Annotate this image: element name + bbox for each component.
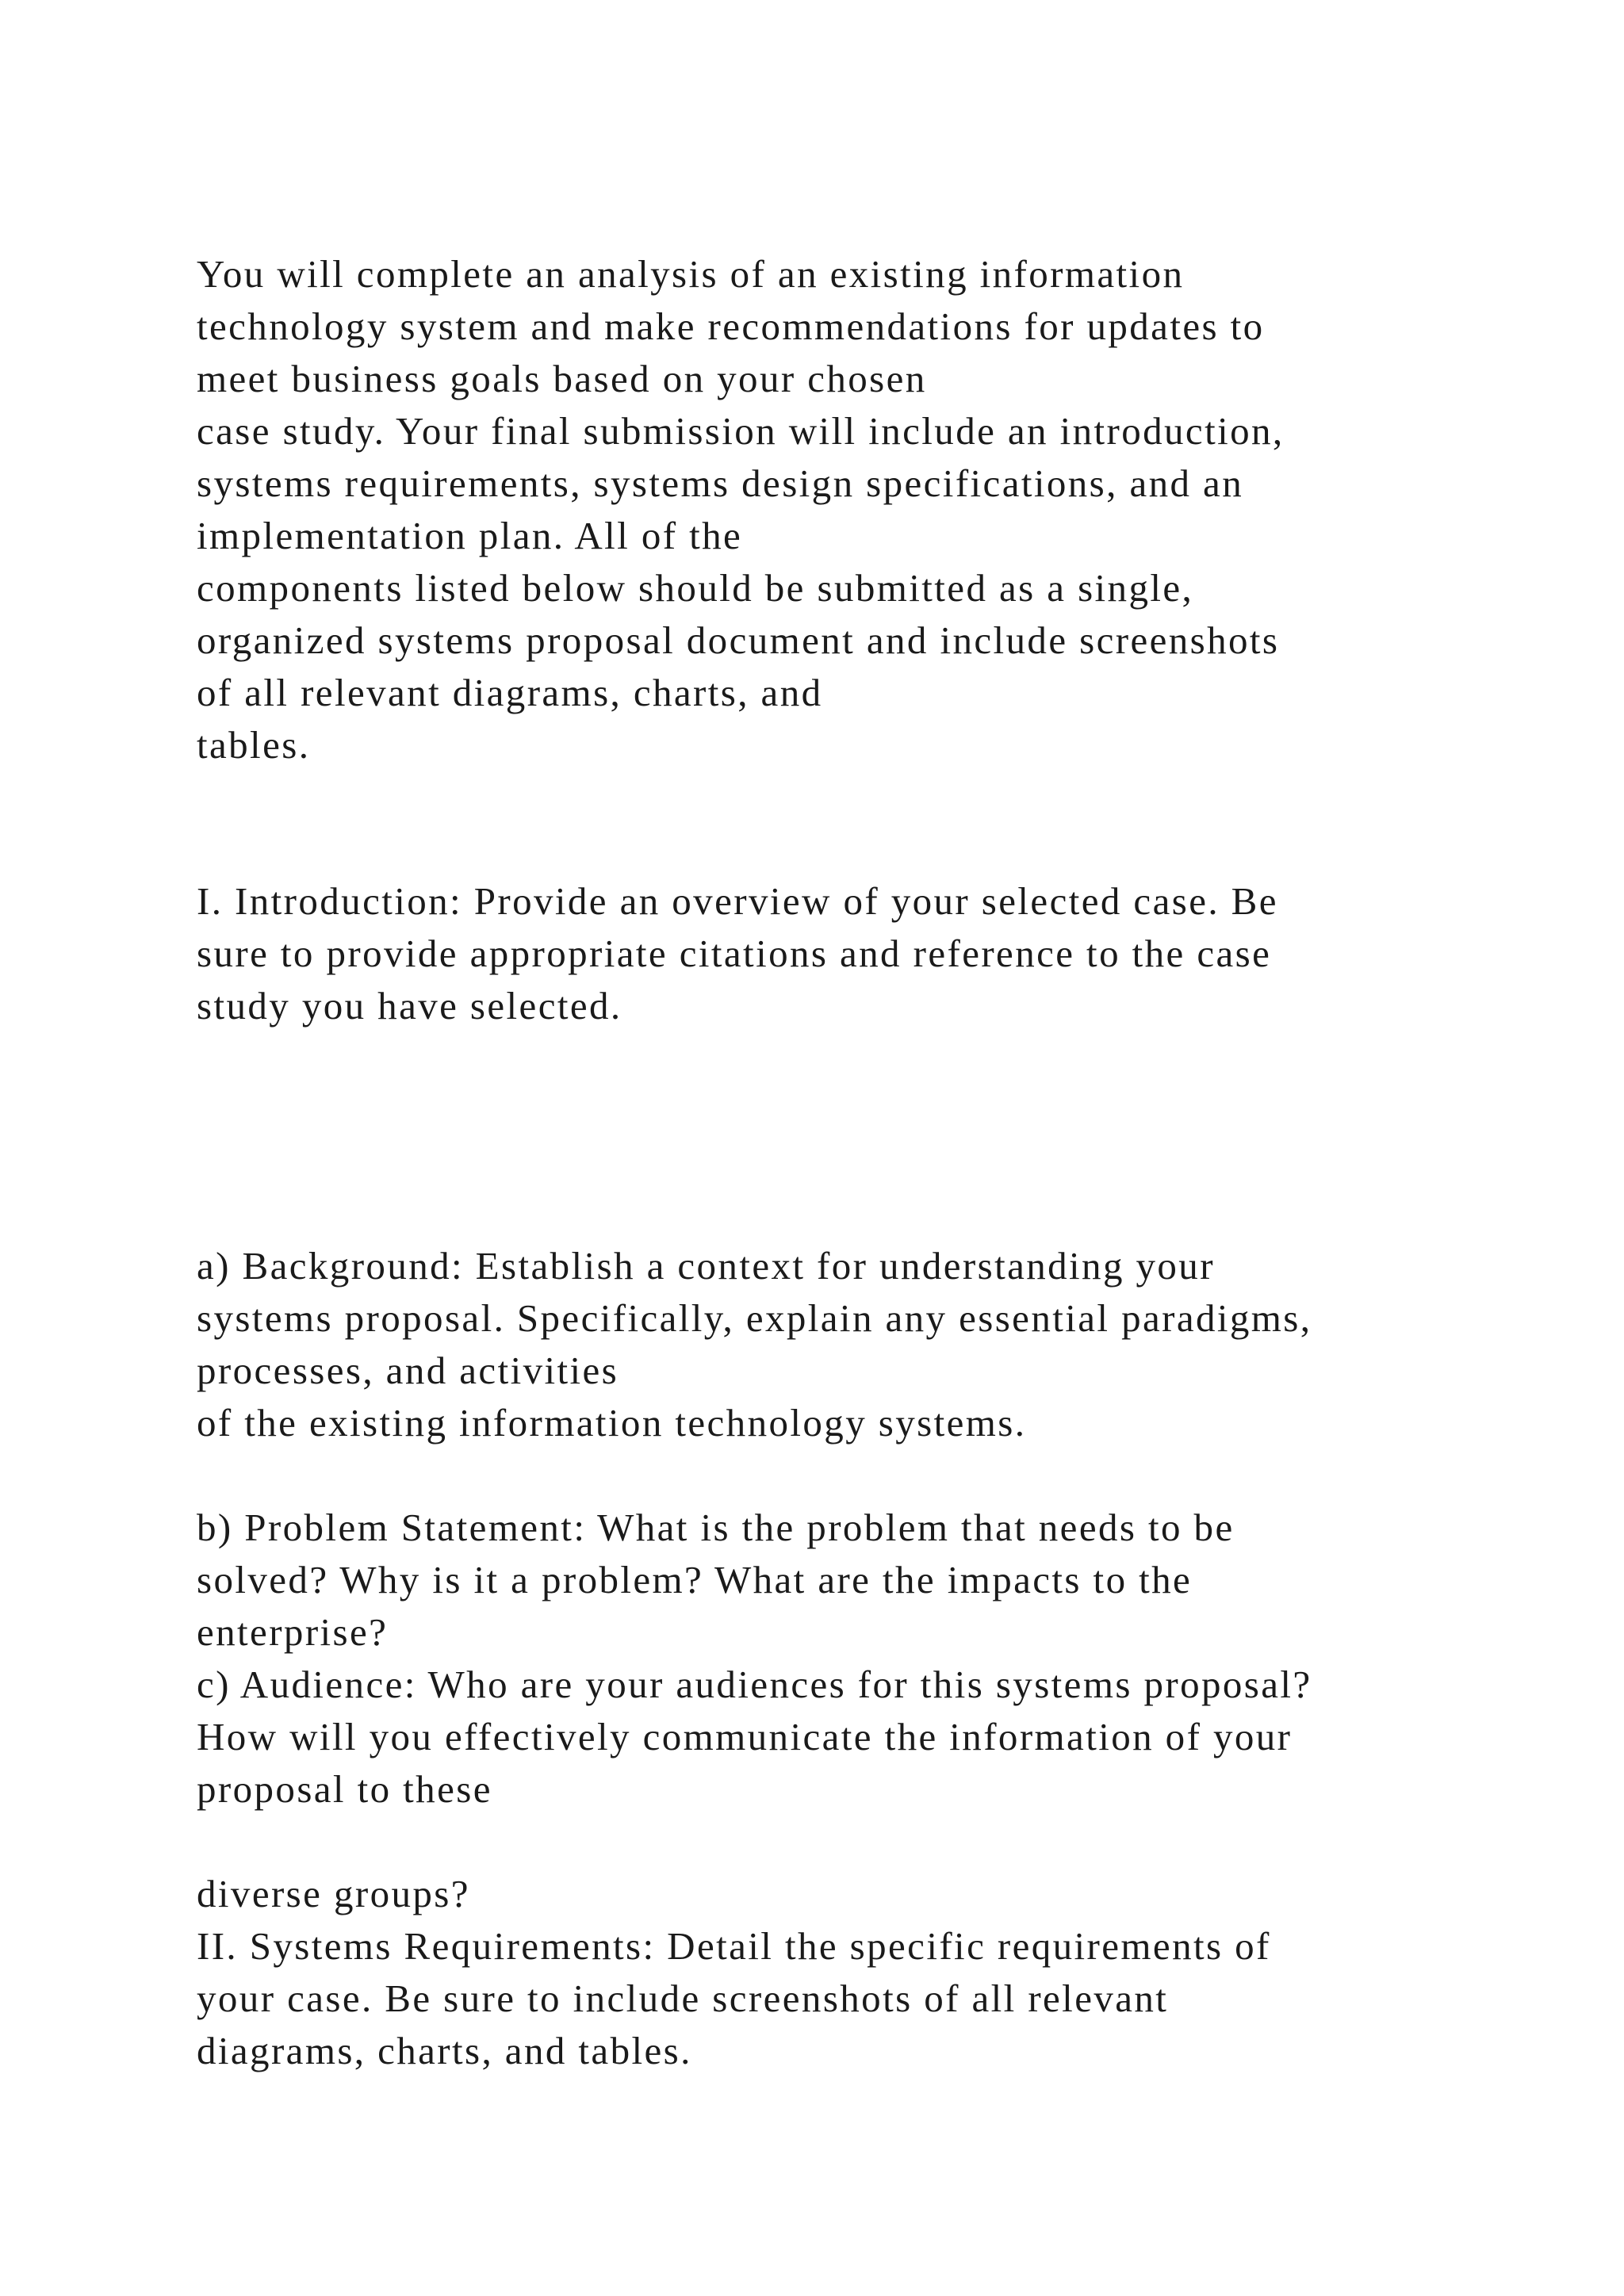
text-line: of all relevant diagrams, charts, and [197, 671, 823, 714]
text-line: diagrams, charts, and tables. [197, 2029, 692, 2072]
text-line: systems proposal. Specifically, explain any essential paradigms, [197, 1296, 1312, 1340]
text-line: organized systems proposal document and include screenshots [197, 618, 1280, 662]
text-line: study you have selected. [197, 984, 622, 1027]
subsection-background: a) Background: Establish a context for understanding your [197, 1244, 1215, 1288]
text-line: processes, and activities [197, 1349, 619, 1392]
section-heading-introduction: I. Introduction: Provide an overview of your selected case. Be [197, 879, 1278, 923]
text-line: sure to provide appropriate citations and reference to the case [197, 932, 1272, 975]
text-line: proposal to these [197, 1767, 492, 1811]
text-line: tables. [197, 723, 311, 767]
text-line: enterprise? [197, 1610, 389, 1654]
text-line: your case. Be sure to include screenshots of all relevant [197, 1976, 1169, 2020]
text-line: diverse groups? [197, 1872, 470, 1915]
section-heading-systems-requirements: II. Systems Requirements: Detail the specific requirements of [197, 1924, 1271, 1968]
text-line: How will you effectively communicate the information of your [197, 1715, 1293, 1758]
text-line: components listed below should be submitted as a single, [197, 566, 1194, 610]
text-line: systems requirements, systems design specifications, and an [197, 461, 1244, 505]
text-line: solved? Why is it a problem? What are the impacts to the [197, 1558, 1193, 1601]
subsection-problem-statement: b) Problem Statement: What is the problem that needs to be [197, 1506, 1235, 1549]
text-line: of the existing information technology systems. [197, 1401, 1027, 1445]
text-line: meet business goals based on your chosen [197, 357, 927, 400]
text-line: implementation plan. All of the [197, 514, 743, 557]
text-line: case study. Your final submission will include an introduction, [197, 409, 1285, 453]
text-line: technology system and make recommendations for updates to [197, 304, 1265, 348]
text-line: You will complete an analysis of an existing information [197, 252, 1185, 296]
subsection-audience: c) Audience: Who are your audiences for this systems proposal? [197, 1663, 1312, 1706]
